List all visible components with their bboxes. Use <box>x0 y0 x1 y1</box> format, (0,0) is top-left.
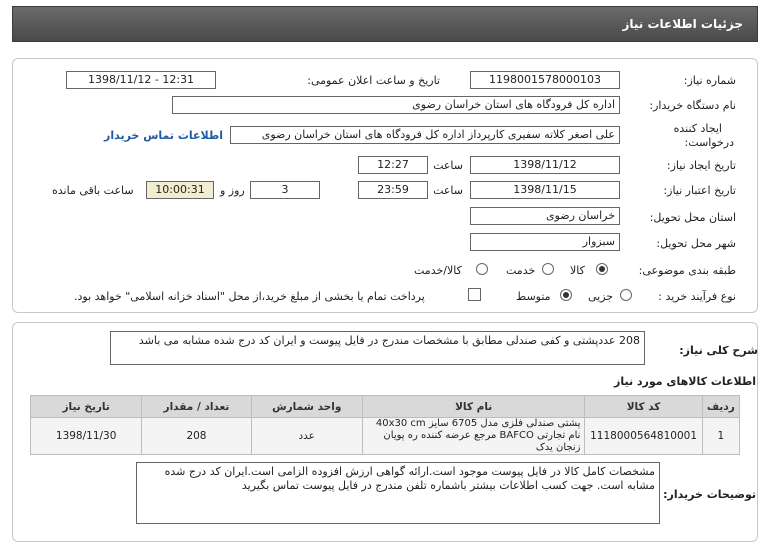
col-date: تاریخ نیاز <box>31 396 142 418</box>
buyer-org-field[interactable]: اداره کل فرودگاه های استان خراسان رضوی <box>172 96 620 114</box>
validity-time-label: ساعت <box>433 184 463 197</box>
create-date-label: تاریخ ایجاد نیاز: <box>666 159 736 172</box>
category-option-goods-service: کالا/خدمت <box>414 264 462 277</box>
creator-field[interactable]: علی اصغر کلاته سفیری کارپرداز اداره کل فرودگاه های استان خراسان رضوی <box>230 126 620 144</box>
process-radio-medium[interactable] <box>560 289 572 301</box>
row-date: 1398/11/30 <box>31 418 142 455</box>
announce-datetime-field[interactable]: 1398/11/12 - 12:31 <box>66 71 216 89</box>
creator-label-line1: ایجاد کننده <box>673 122 722 135</box>
category-radio-goods-service[interactable] <box>476 263 488 275</box>
province-field[interactable]: خراسان رضوی <box>470 207 620 225</box>
page-title: جزئیات اطلاعات نیاز <box>622 17 743 31</box>
row-name: پشتی صندلی فلزی مدل 6705 سایز 40x30 cm نام تجارتی BAFCO مرجع عرضه کننده ره پویان زنجان یدک <box>362 418 585 455</box>
creator-label-line2: درخواست: <box>684 136 734 149</box>
validity-date-label: تاریخ اعتبار نیاز: <box>663 184 736 197</box>
days-label: روز و <box>220 184 245 197</box>
row-unit: عدد <box>251 418 362 455</box>
process-option-minor: جزیی <box>588 290 614 303</box>
col-index: ردیف <box>702 396 739 418</box>
row-qty: 208 <box>142 418 251 455</box>
treasury-payment-note: پرداخت تمام یا بخشی از مبلغ خرید،از محل "اسناد خزانه اسلامی" خواهد بود. <box>74 290 425 303</box>
province-label: استان محل تحویل: <box>649 211 736 224</box>
city-field[interactable]: سبزوار <box>470 233 620 251</box>
col-name: نام کالا <box>362 396 585 418</box>
col-qty: تعداد / مقدار <box>142 396 251 418</box>
process-radio-minor[interactable] <box>620 289 632 301</box>
row-index: 1 <box>702 418 739 455</box>
create-date-field[interactable]: 1398/11/12 <box>470 156 620 174</box>
category-option-goods: کالا <box>570 264 585 277</box>
validity-date-field[interactable]: 1398/11/15 <box>470 181 620 199</box>
table-row[interactable] <box>31 418 740 455</box>
row-code: 1118000564810001 <box>585 418 702 455</box>
process-label: نوع فرآیند خرید : <box>658 290 736 303</box>
category-radio-goods[interactable] <box>596 263 608 275</box>
treasury-payment-checkbox[interactable] <box>468 288 481 301</box>
category-option-service: خدمت <box>506 264 536 277</box>
remaining-time-label: ساعت باقی مانده <box>52 184 134 197</box>
category-radio-service[interactable] <box>542 263 554 275</box>
summary-label: شرح کلی نیاز: <box>679 344 758 357</box>
city-label: شهر محل تحویل: <box>656 237 736 250</box>
need-number-field[interactable]: 1198001578000103 <box>470 71 620 89</box>
remaining-days-field[interactable]: 3 <box>250 181 320 199</box>
summary-field[interactable]: 208 عددپشتی و کفی صندلی مطابق با مشخصات مندرج در فایل پیوست و ایران کد درج شده مشابه می باشد <box>110 331 645 365</box>
goods-table-header <box>31 396 740 418</box>
need-number-label: شماره نیاز: <box>683 74 736 87</box>
process-option-medium: متوسط <box>516 290 551 303</box>
col-unit: واحد شمارش <box>251 396 362 418</box>
announce-label: تاریخ و ساعت اعلان عمومی: <box>307 74 440 87</box>
col-code: کد کالا <box>585 396 702 418</box>
buyer-notes-field[interactable]: مشخصات کامل کالا در فایل پیوست موجود است.ارائه گواهی ارزش افزوده الزامی است.ایران کد درج شده مشابه است. جهت کسب اطلاعات بیشتر باشماره تلفن مندرج در فایل پیوست تماس بگیرید <box>136 462 660 524</box>
validity-time-field[interactable]: 23:59 <box>358 181 428 199</box>
category-label: طبقه بندی موضوعی: <box>638 264 736 277</box>
buyer-notes-label: توضیحات خریدار: <box>663 488 756 501</box>
create-time-label: ساعت <box>433 159 463 172</box>
page-header <box>12 6 758 42</box>
remaining-time-field: 10:00:31 <box>146 181 214 199</box>
buyer-org-label: نام دستگاه خریدار: <box>649 99 736 112</box>
goods-table <box>30 395 740 455</box>
buyer-contact-link[interactable]: اطلاعات تماس خریدار <box>104 129 224 142</box>
create-time-field[interactable]: 12:27 <box>358 156 428 174</box>
goods-section-title: اطلاعات کالاهای مورد نیاز <box>614 375 756 388</box>
